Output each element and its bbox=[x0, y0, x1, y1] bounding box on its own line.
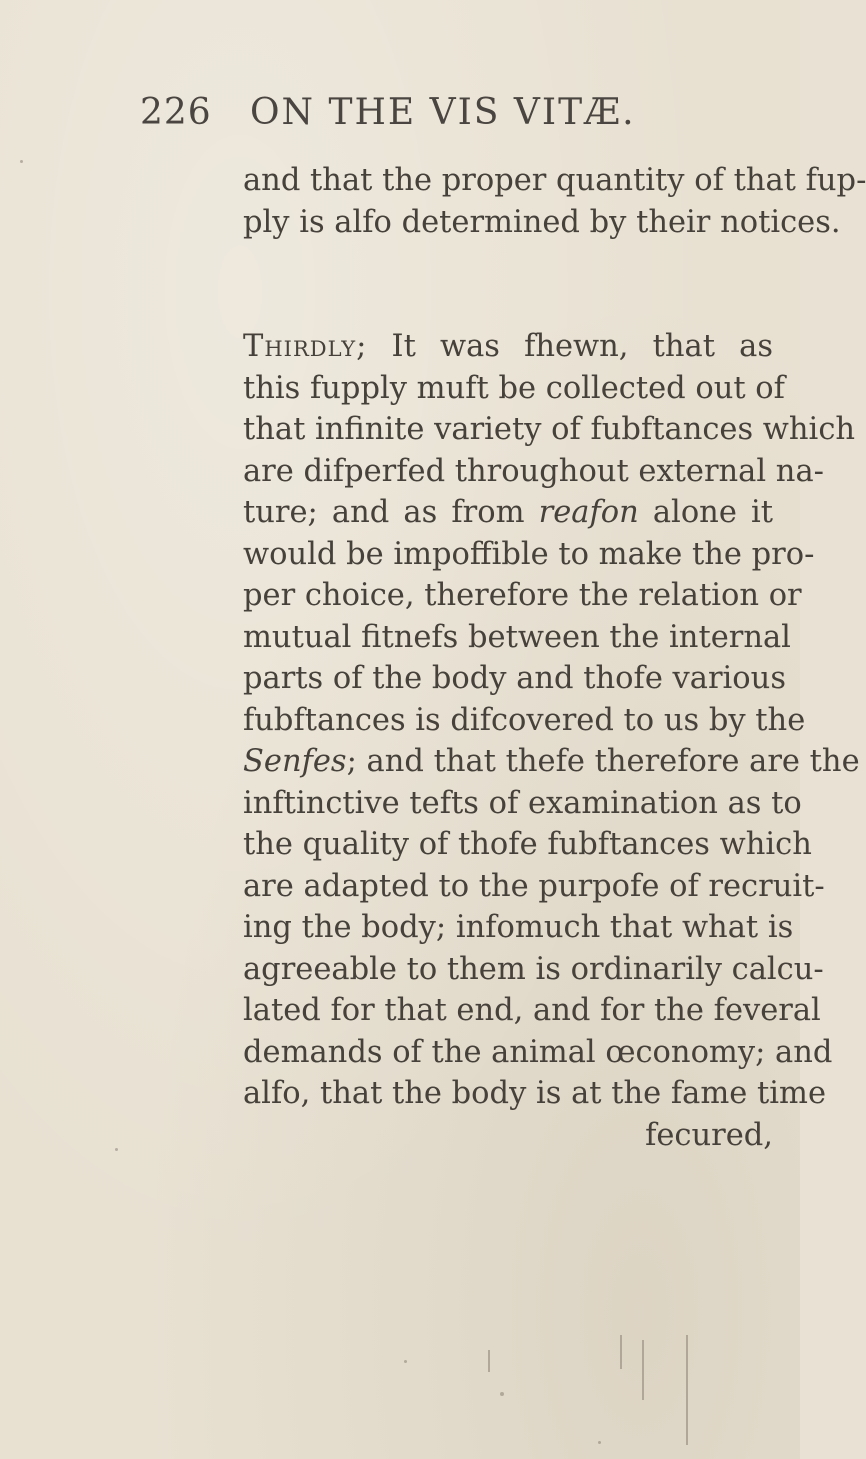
text-line bbox=[243, 492, 773, 534]
text-line: fubftances is difcovered to us by the bbox=[243, 702, 806, 738]
catchword: fecured, bbox=[645, 1117, 773, 1153]
paragraph-gap bbox=[243, 243, 773, 326]
paper-speck bbox=[115, 1148, 118, 1151]
text-line: mutual fitnefs between the internal bbox=[243, 619, 791, 655]
paper-speck bbox=[500, 1392, 504, 1396]
paper-speck bbox=[404, 1360, 407, 1363]
text-line: ply is alfo determined by their notices. bbox=[243, 204, 841, 240]
text-line: are difperfed throughout external na- bbox=[243, 453, 824, 489]
paper-mark bbox=[620, 1335, 622, 1369]
text-line bbox=[243, 741, 860, 783]
text-line: agreeable to them is ordinarily calcu- bbox=[243, 951, 824, 987]
text-line: ing the body; infomuch that what is bbox=[243, 910, 794, 945]
page-number: 226 bbox=[140, 92, 212, 133]
text-fragment: ture; and as from bbox=[243, 495, 525, 530]
italic-word: reafon bbox=[538, 495, 639, 530]
text-fragment: It was fhewn, that as bbox=[391, 329, 773, 364]
body-text bbox=[243, 160, 866, 1156]
text-line: would be impoffible to make the pro- bbox=[243, 536, 815, 572]
running-head bbox=[0, 92, 800, 142]
italic-word: Senfes bbox=[243, 744, 347, 779]
text-line: that infinite variety of fubftances which bbox=[243, 412, 856, 447]
text-line: are adapted to the purpofe of recruit- bbox=[243, 868, 825, 904]
text-line: parts of the body and thofe various bbox=[243, 661, 786, 696]
text-line: alfo, that the body is at the fame time bbox=[243, 1076, 826, 1111]
paper-speck bbox=[20, 160, 23, 163]
paper-mark bbox=[686, 1335, 688, 1445]
lead-word: Thirdly; bbox=[243, 329, 368, 364]
text-line: lated for that end, and for the feveral bbox=[243, 993, 821, 1028]
text-line: demands of the animal œconomy; and bbox=[243, 1034, 833, 1070]
text-line: per choice, therefore the relation or bbox=[243, 578, 802, 613]
text-line: and that the proper quantity of that fup- bbox=[243, 163, 866, 198]
text-fragment: alone it bbox=[652, 495, 773, 530]
text-line: inftinctive tefts of examination as to bbox=[243, 785, 802, 821]
text-line bbox=[243, 326, 773, 368]
paper-mark bbox=[488, 1350, 490, 1372]
paper-mark bbox=[642, 1340, 644, 1400]
text-line: the quality of thofe fubftances which bbox=[243, 827, 812, 862]
running-title: ON THE VIS VITÆ. bbox=[250, 92, 636, 133]
text-fragment: ; and that thefe therefore are the bbox=[346, 744, 860, 779]
paper-speck bbox=[598, 1441, 601, 1444]
text-line: this fupply muft be collected out of bbox=[243, 370, 785, 406]
